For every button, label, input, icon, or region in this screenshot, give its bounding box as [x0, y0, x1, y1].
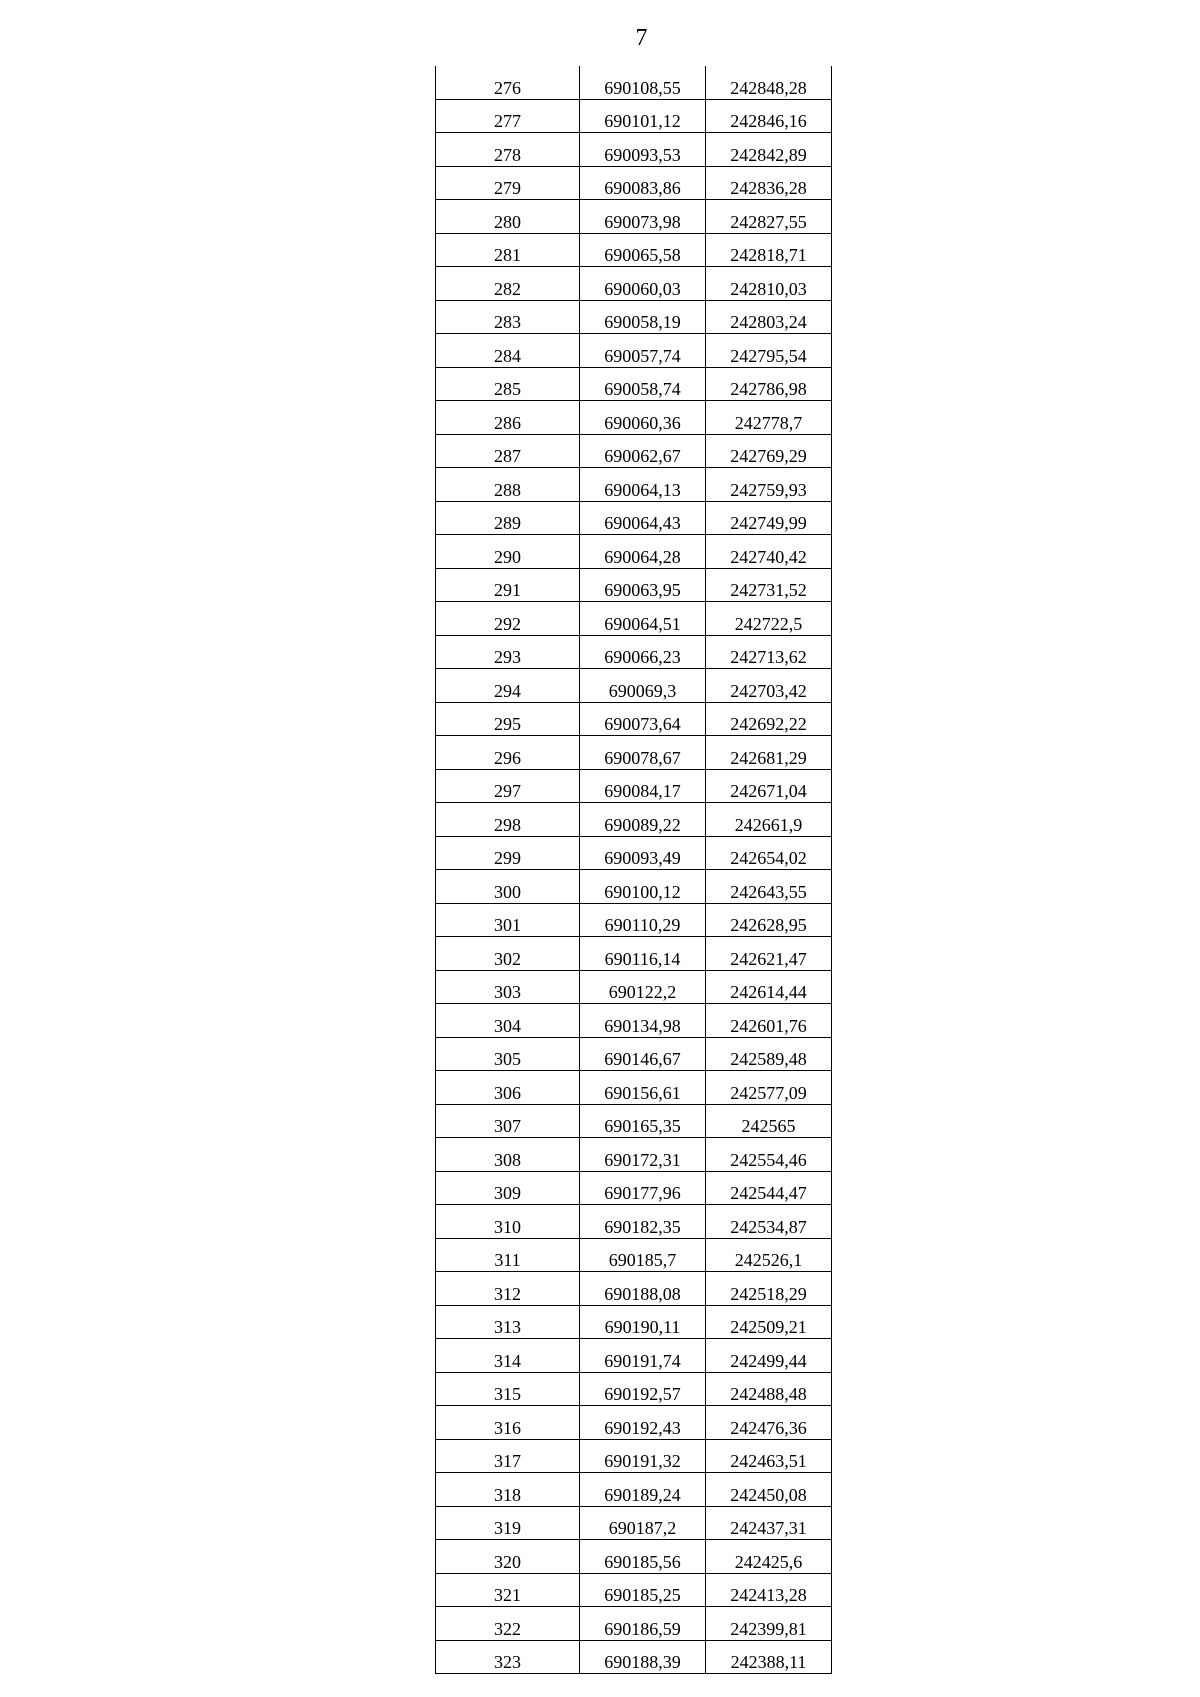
y-coordinate-cell: 242842,89 — [706, 133, 832, 167]
x-coordinate-cell: 690083,86 — [580, 166, 706, 200]
table-row — [436, 702, 832, 736]
table-row — [436, 133, 832, 167]
y-coordinate-cell: 242810,03 — [706, 267, 832, 301]
y-coordinate-cell: 242769,29 — [706, 434, 832, 468]
point-number-cell: 282 — [436, 267, 580, 301]
y-coordinate-cell: 242589,48 — [706, 1037, 832, 1071]
y-coordinate-cell: 242786,98 — [706, 367, 832, 401]
y-coordinate-cell: 242614,44 — [706, 970, 832, 1004]
y-coordinate-cell: 242518,29 — [706, 1272, 832, 1306]
table-row — [436, 669, 832, 703]
x-coordinate-cell: 690073,98 — [580, 200, 706, 234]
table-row — [436, 501, 832, 535]
table-row — [436, 1238, 832, 1272]
point-number-cell: 288 — [436, 468, 580, 502]
y-coordinate-cell: 242713,62 — [706, 635, 832, 669]
y-coordinate-cell: 242450,08 — [706, 1473, 832, 1507]
point-number-cell: 314 — [436, 1339, 580, 1373]
x-coordinate-cell: 690192,57 — [580, 1372, 706, 1406]
table-row — [436, 434, 832, 468]
y-coordinate-cell: 242413,28 — [706, 1573, 832, 1607]
table-row — [436, 300, 832, 334]
point-number-cell: 276 — [436, 66, 580, 99]
point-number-cell: 309 — [436, 1171, 580, 1205]
point-number-cell: 299 — [436, 836, 580, 870]
x-coordinate-cell: 690057,74 — [580, 334, 706, 368]
point-number-cell: 321 — [436, 1573, 580, 1607]
point-number-cell: 285 — [436, 367, 580, 401]
point-number-cell: 293 — [436, 635, 580, 669]
y-coordinate-cell: 242399,81 — [706, 1607, 832, 1641]
y-coordinate-cell: 242703,42 — [706, 669, 832, 703]
x-coordinate-cell: 690185,25 — [580, 1573, 706, 1607]
x-coordinate-cell: 690064,28 — [580, 535, 706, 569]
y-coordinate-cell: 242661,9 — [706, 803, 832, 837]
table-row — [436, 401, 832, 435]
x-coordinate-cell: 690185,7 — [580, 1238, 706, 1272]
point-number-cell: 295 — [436, 702, 580, 736]
y-coordinate-cell: 242848,28 — [706, 66, 832, 99]
y-coordinate-cell: 242643,55 — [706, 870, 832, 904]
table-row — [436, 1004, 832, 1038]
x-coordinate-cell: 690188,39 — [580, 1640, 706, 1674]
x-coordinate-cell: 690093,53 — [580, 133, 706, 167]
table-row — [436, 736, 832, 770]
x-coordinate-cell: 690066,23 — [580, 635, 706, 669]
table-row — [436, 1339, 832, 1373]
table-row — [436, 568, 832, 602]
table-row — [436, 1406, 832, 1440]
x-coordinate-cell: 690060,36 — [580, 401, 706, 435]
table-row — [436, 1573, 832, 1607]
point-number-cell: 277 — [436, 99, 580, 133]
y-coordinate-cell: 242749,99 — [706, 501, 832, 535]
table-row — [436, 367, 832, 401]
point-number-cell: 317 — [436, 1439, 580, 1473]
x-coordinate-cell: 690078,67 — [580, 736, 706, 770]
y-coordinate-cell: 242565 — [706, 1104, 832, 1138]
x-coordinate-cell: 690058,74 — [580, 367, 706, 401]
table-row — [436, 870, 832, 904]
y-coordinate-cell: 242795,54 — [706, 334, 832, 368]
point-number-cell: 297 — [436, 769, 580, 803]
table-row — [436, 1607, 832, 1641]
table-row — [436, 1037, 832, 1071]
table-row — [436, 1305, 832, 1339]
point-number-cell: 294 — [436, 669, 580, 703]
table-row — [436, 836, 832, 870]
y-coordinate-cell: 242437,31 — [706, 1506, 832, 1540]
page-number: 7 — [635, 25, 648, 51]
y-coordinate-cell: 242534,87 — [706, 1205, 832, 1239]
point-number-cell: 308 — [436, 1138, 580, 1172]
table-row — [436, 1640, 832, 1674]
x-coordinate-cell: 690188,08 — [580, 1272, 706, 1306]
point-number-cell: 303 — [436, 970, 580, 1004]
point-number-cell: 307 — [436, 1104, 580, 1138]
point-number-cell: 281 — [436, 233, 580, 267]
table-row — [436, 66, 832, 99]
y-coordinate-cell: 242425,6 — [706, 1540, 832, 1574]
table-row — [436, 1506, 832, 1540]
point-number-cell: 318 — [436, 1473, 580, 1507]
table-row — [436, 1372, 832, 1406]
point-number-cell: 298 — [436, 803, 580, 837]
point-number-cell: 300 — [436, 870, 580, 904]
point-number-cell: 284 — [436, 334, 580, 368]
y-coordinate-cell: 242846,16 — [706, 99, 832, 133]
point-number-cell: 305 — [436, 1037, 580, 1071]
x-coordinate-cell: 690089,22 — [580, 803, 706, 837]
y-coordinate-cell: 242692,22 — [706, 702, 832, 736]
x-coordinate-cell: 690062,67 — [580, 434, 706, 468]
x-coordinate-cell: 690110,29 — [580, 903, 706, 937]
x-coordinate-cell: 690156,61 — [580, 1071, 706, 1105]
x-coordinate-cell: 690064,51 — [580, 602, 706, 636]
table-row — [436, 1272, 832, 1306]
y-coordinate-cell: 242628,95 — [706, 903, 832, 937]
table-row — [436, 166, 832, 200]
y-coordinate-cell: 242836,28 — [706, 166, 832, 200]
table-row — [436, 1540, 832, 1574]
point-number-cell: 292 — [436, 602, 580, 636]
point-number-cell: 302 — [436, 937, 580, 971]
y-coordinate-cell: 242803,24 — [706, 300, 832, 334]
table-row — [436, 535, 832, 569]
x-coordinate-cell: 690189,24 — [580, 1473, 706, 1507]
y-coordinate-cell: 242654,02 — [706, 836, 832, 870]
table-row — [436, 1205, 832, 1239]
y-coordinate-cell: 242621,47 — [706, 937, 832, 971]
y-coordinate-cell: 242671,04 — [706, 769, 832, 803]
x-coordinate-cell: 690100,12 — [580, 870, 706, 904]
point-number-cell: 315 — [436, 1372, 580, 1406]
point-number-cell: 323 — [436, 1640, 580, 1674]
table-row — [436, 1104, 832, 1138]
x-coordinate-cell: 690186,59 — [580, 1607, 706, 1641]
point-number-cell: 310 — [436, 1205, 580, 1239]
y-coordinate-cell: 242818,71 — [706, 233, 832, 267]
y-coordinate-cell: 242731,52 — [706, 568, 832, 602]
y-coordinate-cell: 242476,36 — [706, 1406, 832, 1440]
point-number-cell: 280 — [436, 200, 580, 234]
table-row — [436, 937, 832, 971]
table-row — [436, 1439, 832, 1473]
x-coordinate-cell: 690191,74 — [580, 1339, 706, 1373]
y-coordinate-cell: 242740,42 — [706, 535, 832, 569]
x-coordinate-cell: 690165,35 — [580, 1104, 706, 1138]
x-coordinate-cell: 690064,43 — [580, 501, 706, 535]
y-coordinate-cell: 242488,48 — [706, 1372, 832, 1406]
point-number-cell: 278 — [436, 133, 580, 167]
table-row — [436, 468, 832, 502]
point-number-cell: 320 — [436, 1540, 580, 1574]
x-coordinate-cell: 690192,43 — [580, 1406, 706, 1440]
point-number-cell: 286 — [436, 401, 580, 435]
point-number-cell: 312 — [436, 1272, 580, 1306]
y-coordinate-cell: 242509,21 — [706, 1305, 832, 1339]
table-row — [436, 1138, 832, 1172]
coordinates-table — [435, 66, 832, 1674]
table-row — [436, 602, 832, 636]
point-number-cell: 290 — [436, 535, 580, 569]
x-coordinate-cell: 690073,64 — [580, 702, 706, 736]
x-coordinate-cell: 690063,95 — [580, 568, 706, 602]
table-row — [436, 769, 832, 803]
table-row — [436, 903, 832, 937]
coordinates-table-body — [436, 66, 832, 1674]
y-coordinate-cell: 242526,1 — [706, 1238, 832, 1272]
point-number-cell: 316 — [436, 1406, 580, 1440]
y-coordinate-cell: 242778,7 — [706, 401, 832, 435]
y-coordinate-cell: 242463,51 — [706, 1439, 832, 1473]
point-number-cell: 311 — [436, 1238, 580, 1272]
y-coordinate-cell: 242722,5 — [706, 602, 832, 636]
x-coordinate-cell: 690190,11 — [580, 1305, 706, 1339]
y-coordinate-cell: 242388,11 — [706, 1640, 832, 1674]
y-coordinate-cell: 242499,44 — [706, 1339, 832, 1373]
point-number-cell: 279 — [436, 166, 580, 200]
y-coordinate-cell: 242759,93 — [706, 468, 832, 502]
table-row — [436, 1473, 832, 1507]
table-row — [436, 334, 832, 368]
point-number-cell: 283 — [436, 300, 580, 334]
table-row — [436, 200, 832, 234]
x-coordinate-cell: 690172,31 — [580, 1138, 706, 1172]
x-coordinate-cell: 690122,2 — [580, 970, 706, 1004]
table-row — [436, 267, 832, 301]
table-row — [436, 233, 832, 267]
x-coordinate-cell: 690065,58 — [580, 233, 706, 267]
x-coordinate-cell: 690084,17 — [580, 769, 706, 803]
point-number-cell: 306 — [436, 1071, 580, 1105]
point-number-cell: 301 — [436, 903, 580, 937]
y-coordinate-cell: 242681,29 — [706, 736, 832, 770]
x-coordinate-cell: 690177,96 — [580, 1171, 706, 1205]
point-number-cell: 304 — [436, 1004, 580, 1038]
point-number-cell: 296 — [436, 736, 580, 770]
y-coordinate-cell: 242601,76 — [706, 1004, 832, 1038]
y-coordinate-cell: 242827,55 — [706, 200, 832, 234]
table-row — [436, 1171, 832, 1205]
point-number-cell: 291 — [436, 568, 580, 602]
table-row — [436, 803, 832, 837]
point-number-cell: 322 — [436, 1607, 580, 1641]
x-coordinate-cell: 690191,32 — [580, 1439, 706, 1473]
point-number-cell: 319 — [436, 1506, 580, 1540]
point-number-cell: 287 — [436, 434, 580, 468]
table-row — [436, 635, 832, 669]
x-coordinate-cell: 690108,55 — [580, 66, 706, 99]
x-coordinate-cell: 690134,98 — [580, 1004, 706, 1038]
x-coordinate-cell: 690185,56 — [580, 1540, 706, 1574]
x-coordinate-cell: 690101,12 — [580, 99, 706, 133]
x-coordinate-cell: 690116,14 — [580, 937, 706, 971]
y-coordinate-cell: 242554,46 — [706, 1138, 832, 1172]
point-number-cell: 313 — [436, 1305, 580, 1339]
x-coordinate-cell: 690064,13 — [580, 468, 706, 502]
x-coordinate-cell: 690060,03 — [580, 267, 706, 301]
y-coordinate-cell: 242544,47 — [706, 1171, 832, 1205]
table-row — [436, 1071, 832, 1105]
point-number-cell: 289 — [436, 501, 580, 535]
x-coordinate-cell: 690093,49 — [580, 836, 706, 870]
table-row — [436, 970, 832, 1004]
x-coordinate-cell: 690182,35 — [580, 1205, 706, 1239]
x-coordinate-cell: 690146,67 — [580, 1037, 706, 1071]
table-row — [436, 99, 832, 133]
x-coordinate-cell: 690069,3 — [580, 669, 706, 703]
x-coordinate-cell: 690187,2 — [580, 1506, 706, 1540]
x-coordinate-cell: 690058,19 — [580, 300, 706, 334]
y-coordinate-cell: 242577,09 — [706, 1071, 832, 1105]
